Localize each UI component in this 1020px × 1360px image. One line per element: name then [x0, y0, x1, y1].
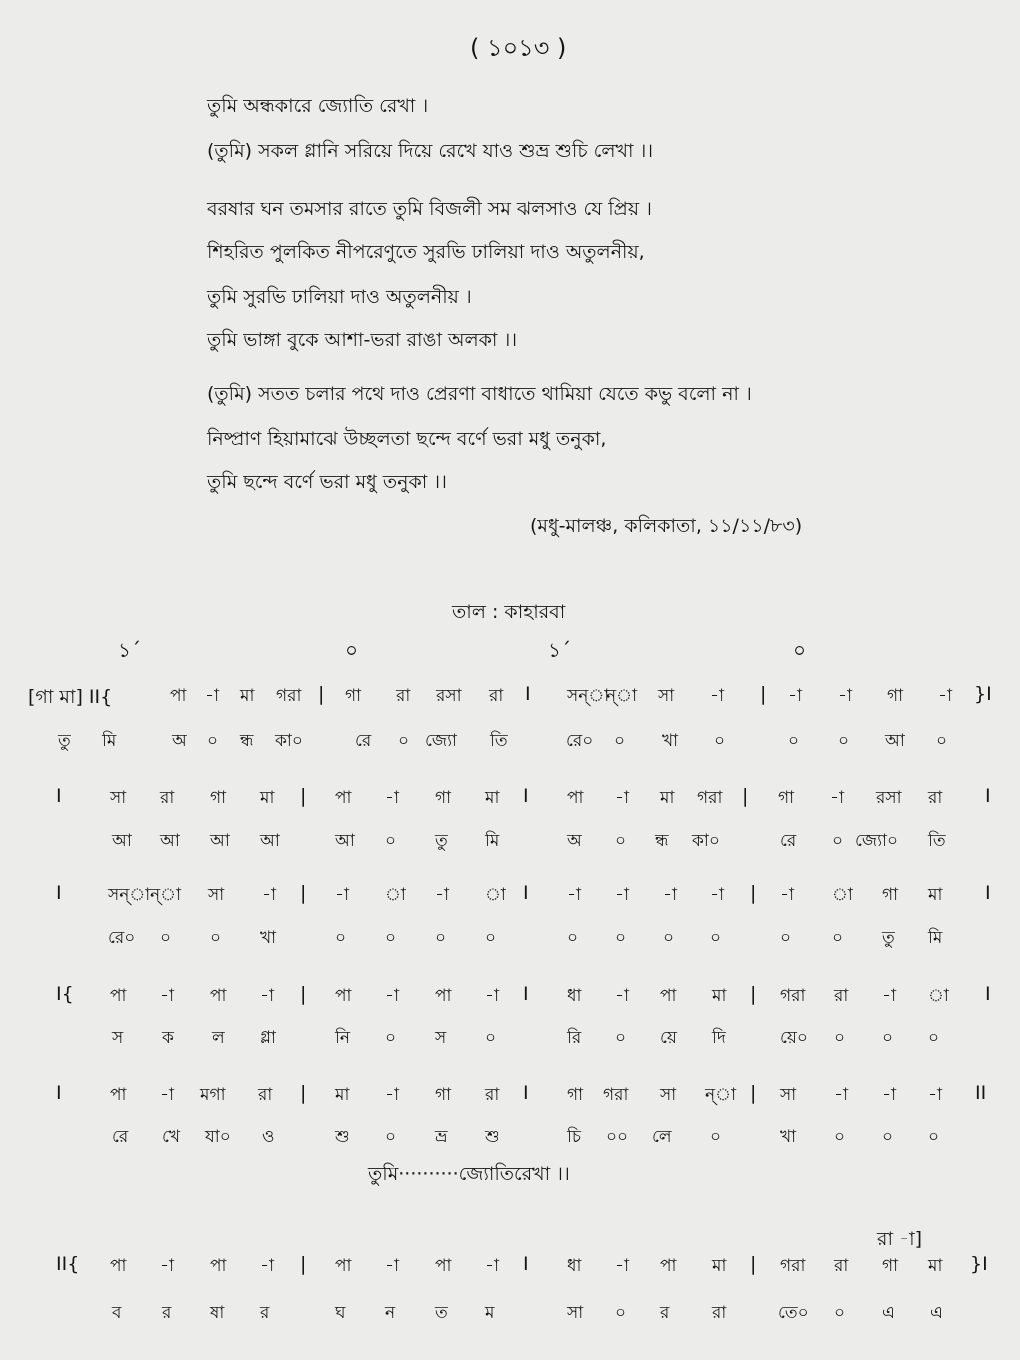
lyric-line: শিহরিত পুলকিত নীপরেণুতে সুরভি ঢালিয়া দাও অতুলনীয়,	[207, 241, 645, 263]
notation-row-3-swara: রা	[834, 986, 849, 1006]
notation-row-1-swara: রসা	[876, 788, 902, 808]
notation-row-1-syllable: তি	[928, 831, 946, 851]
notation-row-4-swara: রা	[258, 1085, 273, 1105]
notation-row-0-syllable: ০	[936, 731, 948, 751]
notation-row-1-syllable: ন্ধ	[655, 831, 669, 851]
notation-row-0-syllable: রে০	[566, 731, 594, 751]
notation-row-0-syllable: ০	[714, 731, 726, 751]
notation-row-1-syllable: অ	[567, 831, 582, 851]
lyric-line: নিষ্প্রাণ হিয়ামাঝে উচ্ছলতা ছন্দে বর্ণে ভরা মধু তনুকা,	[207, 428, 607, 450]
notation-row-last-swara: রা	[834, 1256, 849, 1276]
notation-row-last-syllable: সা	[567, 1303, 584, 1323]
notation-row-2-swara: I	[56, 882, 62, 904]
lyric-line: (তুমি) সতত চলার পথে দাও প্রেরণা বাধাতে থামিয়া যেতে কভু বলো না ।	[207, 383, 752, 405]
notation-row-last-swara: পা	[335, 1256, 352, 1276]
notation-row-2-syllable: ০	[663, 928, 675, 948]
notation-row-last-syllable: ষা	[210, 1303, 225, 1323]
notation-row-0-syllable: মি	[102, 731, 117, 751]
notation-row-1-syllable: আ	[260, 831, 280, 851]
notation-row-1-syllable: রে	[780, 831, 797, 851]
notation-row-4-syllable: ০	[385, 1127, 397, 1147]
notation-row-4-swara: গরা	[603, 1085, 629, 1105]
notation-row-3-swara: -া	[385, 986, 399, 1006]
notation-row-1-syllable: কা০	[692, 831, 720, 851]
notation-row-1-swara: রা	[928, 788, 943, 808]
last-row-prefix: রা -া]	[877, 1228, 923, 1250]
notation-row-4-swara: রা	[485, 1085, 500, 1105]
notation-row-4-syllable: ও	[262, 1127, 275, 1147]
notation-row-2-swara: া	[485, 885, 506, 905]
notation-row-3-syllable: ০	[485, 1028, 497, 1048]
notation-row-2-syllable: ০	[615, 928, 627, 948]
notation-row-1-swara: গা	[778, 788, 795, 808]
notation-row-2-swara: সন্‌া	[108, 885, 151, 905]
notation-row-last-syllable: রা	[712, 1303, 727, 1323]
notation-row-2-swara: -া	[615, 885, 629, 905]
notation-row-3-swara: া	[928, 986, 949, 1006]
notation-row-0-syllable: রে	[355, 731, 372, 751]
notation-row-0-swara: ন্‌া	[606, 686, 637, 706]
notation-row-2-swara: া	[832, 885, 853, 905]
notation-row-4-syllable: ০০	[606, 1127, 629, 1147]
notation-row-2-syllable: খা	[260, 928, 277, 948]
notation-row-1-swara: পা	[335, 788, 352, 808]
notation-row-last-swara: I	[523, 1253, 529, 1275]
notation-row-1-syllable: ০	[615, 831, 627, 851]
notation-row-4-syllable: লে	[652, 1127, 672, 1147]
notation-row-2-swara: া	[385, 885, 406, 905]
notation-row-4-swara: সা	[780, 1085, 797, 1105]
notation-row-2-syllable: ০	[210, 928, 222, 948]
notation-row-1-syllable: জ্যো০	[855, 831, 899, 851]
notation-row-0-swara: মা	[240, 686, 255, 706]
notation-row-4-swara: গা	[435, 1085, 452, 1105]
notation-row-last-syllable: এ	[930, 1303, 943, 1323]
notation-row-1-swara: |	[300, 785, 307, 807]
notation-row-1-syllable: ০	[385, 831, 397, 851]
notation-row-0-syllable: তু	[58, 731, 71, 751]
notation-row-3-syllable: ০	[882, 1028, 894, 1048]
notation-row-last-syllable: ম	[485, 1303, 495, 1323]
notation-row-4-swara: -া	[882, 1085, 896, 1105]
notation-row-2-syllable: ০	[485, 928, 497, 948]
notation-row-3-syllable: ল	[212, 1028, 225, 1048]
notation-row-3-swara: -া	[485, 986, 499, 1006]
notation-row-3-swara: -া	[615, 986, 629, 1006]
notation-row-last-swara: ধা	[567, 1256, 582, 1276]
lyric-line: তুমি অন্ধকারে জ্যোতি রেখা ।	[207, 95, 429, 117]
notation-row-last-syllable: এ	[882, 1303, 895, 1323]
notation-row-0-swara: |	[318, 683, 325, 705]
notation-row-last-swara: পা	[210, 1256, 227, 1276]
notation-row-3-swara: -া	[260, 986, 274, 1006]
notation-row-2-swara: মা	[928, 885, 943, 905]
notation-row-last-swara: }I	[970, 1253, 988, 1275]
source-citation: (মধু-মালঞ্চ, কলিকাতা, ১১/১১/৮৩)	[530, 515, 803, 537]
notation-row-1-swara: মা	[660, 788, 675, 808]
notation-row-last-syllable: র	[260, 1303, 270, 1323]
notation-row-3-swara: পা	[110, 986, 127, 1006]
notation-row-0-swara: গা	[345, 686, 362, 706]
notation-row-3-syllable: ০	[834, 1028, 846, 1048]
notation-row-1-swara: সা	[110, 788, 127, 808]
notation-row-0-swara: গরা	[276, 686, 302, 706]
notation-row-0-syllable: ন্ধ	[240, 731, 254, 751]
notation-row-1-swara: গা	[435, 788, 452, 808]
notation-row-last-syllable: র	[162, 1303, 172, 1323]
notation-row-3-syllable: ০	[615, 1028, 627, 1048]
notation-row-1-syllable: তু	[435, 831, 448, 851]
notation-row-2-syllable: ০	[335, 928, 347, 948]
notation-row-3-swara: I{	[56, 983, 74, 1005]
notation-row-0-syllable: ০	[614, 731, 626, 751]
notation-row-2-swara: I	[985, 882, 991, 904]
notation-row-last-swara: পা	[110, 1256, 127, 1276]
notation-row-0-syllable: খা	[662, 731, 679, 751]
notation-row-4-swara: সা	[660, 1085, 677, 1105]
notation-row-0-swara: গা	[887, 686, 904, 706]
notation-row-2-swara: গা	[882, 885, 899, 905]
notation-row-1-swara: I	[56, 785, 62, 807]
notation-row-1-swara: -া	[615, 788, 629, 808]
notation-row-0-swara: [গা মা] II{	[28, 686, 113, 708]
notation-row-3-syllable: য়ে০	[780, 1028, 808, 1048]
notation-row-1-swara: রা	[160, 788, 175, 808]
notation-row-3-syllable: রি	[567, 1028, 582, 1048]
notation-row-0-syllable: তি	[490, 731, 508, 751]
notation-row-last-syllable: ঘ	[335, 1303, 346, 1323]
notation-row-2-syllable: ০	[435, 928, 447, 948]
notation-row-1-swara: I	[985, 785, 991, 807]
notation-row-0-syllable: অ	[172, 731, 187, 751]
notation-row-0-syllable: জ্যো	[425, 731, 457, 751]
notation-row-3-syllable: গ্লা	[260, 1028, 276, 1048]
notation-row-3-swara: I	[985, 983, 991, 1005]
notation-row-2-syllable: ০	[567, 928, 579, 948]
notation-row-1-swara: মা	[260, 788, 275, 808]
notation-row-1-syllable: ০	[832, 831, 844, 851]
notation-row-0-syllable: কা০	[275, 731, 303, 751]
notation-row-3-syllable: য়ে	[660, 1028, 677, 1048]
notation-row-2-swara: -া	[567, 885, 581, 905]
notation-row-4-swara: গা	[567, 1085, 584, 1105]
notation-row-3-syllable: ক	[162, 1028, 174, 1048]
refrain-line: তুমি··········জ্যোতিরেখা ।।	[368, 1163, 570, 1185]
notation-row-0-swara: |	[760, 683, 767, 705]
notation-row-3-swara: |	[750, 983, 757, 1005]
notation-row-3-syllable: ০	[385, 1028, 397, 1048]
notation-row-2-swara: -া	[663, 885, 677, 905]
notation-row-1-swara: |	[742, 785, 749, 807]
tala-heading: তাল : কাহারবা	[452, 601, 566, 623]
notation-row-0-swara: I	[525, 683, 531, 705]
notation-row-2-syllable: ০	[832, 928, 844, 948]
notation-row-4-swara: -া	[160, 1085, 174, 1105]
notation-row-4-swara: -া	[385, 1085, 399, 1105]
notation-row-2-swara: -া	[335, 885, 349, 905]
notation-row-last-swara: -া	[160, 1256, 174, 1276]
notation-row-last-syllable: র	[660, 1303, 670, 1323]
notation-row-0-swara: -া	[938, 686, 952, 706]
notation-row-last-syllable: ০	[615, 1303, 627, 1323]
notation-row-last-swara: গা	[882, 1256, 899, 1276]
notation-row-3-syllable: দি	[712, 1028, 726, 1048]
notation-row-0-syllable: ০	[398, 731, 410, 751]
lyric-line: তুমি ভাঙ্গা বুকে আশা-ভরা রাঙা অলকা ।।	[207, 329, 518, 351]
notation-row-1-syllable: আ	[160, 831, 180, 851]
notation-row-0-swara: }I	[974, 683, 992, 705]
notation-row-4-swara: পা	[110, 1085, 127, 1105]
notation-row-4-syllable: ০	[882, 1127, 894, 1147]
notation-row-1-syllable: মি	[485, 831, 500, 851]
notation-row-4-swara: -া	[834, 1085, 848, 1105]
notation-row-0-syllable: ০	[788, 731, 800, 751]
notation-row-4-syllable: খে	[162, 1127, 181, 1147]
notation-row-4-swara: II	[975, 1082, 987, 1104]
notation-row-1-swara: I	[523, 785, 529, 807]
notation-row-last-swara: II{	[56, 1253, 80, 1275]
notation-row-2-swara: |	[750, 882, 757, 904]
notation-row-4-syllable: খা	[780, 1127, 797, 1147]
notation-row-1-swara: পা	[567, 788, 584, 808]
notation-row-3-swara: |	[300, 983, 307, 1005]
notation-row-3-swara: -া	[160, 986, 174, 1006]
notation-row-2-syllable: মি	[928, 928, 943, 948]
notation-row-3-swara: পা	[660, 986, 677, 1006]
notation-row-0-swara: রা	[489, 686, 504, 706]
notation-row-0-swara: -া	[788, 686, 802, 706]
notation-row-3-swara: পা	[435, 986, 452, 1006]
notation-row-last-syllable: ০	[834, 1303, 846, 1323]
notation-row-1-syllable: আ	[210, 831, 230, 851]
notation-row-last-swara: |	[300, 1253, 307, 1275]
notation-row-4-swara: ন্‌া	[705, 1085, 736, 1105]
notation-row-4-swara: I	[56, 1082, 62, 1104]
notation-row-last-syllable: ন	[385, 1303, 396, 1323]
notation-row-2-syllable: তু	[882, 928, 895, 948]
notation-row-last-swara: মা	[712, 1256, 727, 1276]
notation-row-0-syllable: আ	[885, 731, 905, 751]
notation-row-4-swara: -া	[928, 1085, 942, 1105]
notation-row-2-swara: ন্‌া	[150, 885, 181, 905]
notation-row-1-swara: গা	[210, 788, 227, 808]
notation-row-4-syllable: ০	[710, 1127, 722, 1147]
page-number: ( ১০১৩ )	[470, 34, 567, 62]
beat-mark: ১´	[118, 638, 141, 662]
notation-row-0-swara: -া	[205, 686, 219, 706]
notation-row-2-swara: সা	[208, 885, 225, 905]
lyric-line: (তুমি) সকল গ্লানি সরিয়ে দিয়ে রেখে যাও শুভ্র শুচি লেখা ।।	[207, 140, 654, 162]
notation-row-3-swara: পা	[210, 986, 227, 1006]
beat-mark: ০	[345, 638, 359, 662]
notation-row-2-swara: |	[300, 882, 307, 904]
notation-row-4-syllable: ভ্র	[435, 1127, 448, 1147]
notation-row-0-swara: রা	[396, 686, 411, 706]
notation-row-2-syllable: ০	[780, 928, 792, 948]
notation-row-3-swara: মা	[712, 986, 727, 1006]
notation-row-2-syllable: ০	[385, 928, 397, 948]
notation-row-1-syllable: আ	[335, 831, 355, 851]
notation-row-3-syllable: স	[112, 1028, 124, 1048]
notation-row-0-swara: রসা	[436, 686, 462, 706]
notation-row-1-swara: মা	[485, 788, 500, 808]
notation-row-3-syllable: স	[435, 1028, 447, 1048]
notation-row-last-swara: মা	[928, 1256, 943, 1276]
beat-mark: ০	[793, 638, 807, 662]
notation-row-4-swara: মা	[335, 1085, 350, 1105]
notation-row-3-swara: -া	[882, 986, 896, 1006]
notation-row-3-swara: I	[523, 983, 529, 1005]
notation-row-4-syllable: ০	[928, 1127, 940, 1147]
notation-row-last-swara: গরা	[780, 1256, 806, 1276]
notation-row-4-swara: |	[750, 1082, 757, 1104]
notation-row-0-syllable: ০	[838, 731, 850, 751]
notation-row-last-swara: -া	[385, 1256, 399, 1276]
notation-row-0-swara: -া	[838, 686, 852, 706]
notation-row-0-syllable: ০	[207, 731, 219, 751]
notation-row-1-syllable: আ	[112, 831, 132, 851]
notation-row-last-syllable: ত	[435, 1303, 448, 1323]
lyric-line: তুমি ছন্দে বর্ণে ভরা মধু তনুকা ।।	[207, 471, 447, 493]
notation-row-4-syllable: ০	[834, 1127, 846, 1147]
notation-row-last-swara: পা	[660, 1256, 677, 1276]
notation-row-last-swara: |	[750, 1253, 757, 1275]
notation-row-last-swara: -া	[615, 1256, 629, 1276]
notation-row-4-syllable: চি	[567, 1127, 582, 1147]
notation-row-last-syllable: ব	[112, 1303, 122, 1323]
notation-row-4-syllable: শু	[485, 1127, 500, 1147]
notation-row-2-swara: -া	[262, 885, 276, 905]
notation-row-last-swara: -া	[260, 1256, 274, 1276]
notation-row-0-swara: সন্‌া	[567, 686, 610, 706]
notation-row-1-swara: -া	[385, 788, 399, 808]
notation-row-4-swara: মগা	[200, 1085, 226, 1105]
notation-row-1-swara: -া	[830, 788, 844, 808]
notation-row-4-syllable: শু	[335, 1127, 350, 1147]
notation-row-2-syllable: ০	[710, 928, 722, 948]
notation-row-3-syllable: ০	[928, 1028, 940, 1048]
beat-mark: ১´	[548, 638, 571, 662]
lyric-line: তুমি সুরভি ঢালিয়া দাও অতুলনীয় ।	[207, 286, 472, 308]
notation-row-0-swara: সা	[658, 686, 675, 706]
notation-row-4-syllable: যা০	[205, 1127, 231, 1147]
notation-row-0-swara: -া	[710, 686, 724, 706]
notation-row-3-swara: ধা	[567, 986, 582, 1006]
notation-row-2-syllable: ০	[160, 928, 172, 948]
notation-row-last-swara: -া	[485, 1256, 499, 1276]
notation-row-3-swara: গরা	[780, 986, 806, 1006]
notation-row-2-swara: I	[523, 882, 529, 904]
notation-row-4-syllable: রে	[112, 1127, 129, 1147]
notation-row-2-swara: -া	[435, 885, 449, 905]
notation-row-4-swara: I	[523, 1082, 529, 1104]
notation-row-0-swara: পা	[170, 686, 187, 706]
notation-row-3-syllable: নি	[335, 1028, 351, 1048]
notation-row-last-syllable: তে০	[778, 1303, 809, 1323]
notation-row-1-swara: গরা	[697, 788, 723, 808]
notation-row-2-swara: -া	[780, 885, 794, 905]
notation-row-3-swara: পা	[335, 986, 352, 1006]
notation-row-last-swara: পা	[435, 1256, 452, 1276]
lyric-line: বরষার ঘন তমসার রাতে তুমি বিজলী সম ঝলসাও যে প্রিয় ।	[207, 198, 652, 220]
notation-row-2-swara: -া	[710, 885, 724, 905]
notation-row-2-syllable: রে০	[108, 928, 136, 948]
notation-row-4-swara: |	[300, 1082, 307, 1104]
